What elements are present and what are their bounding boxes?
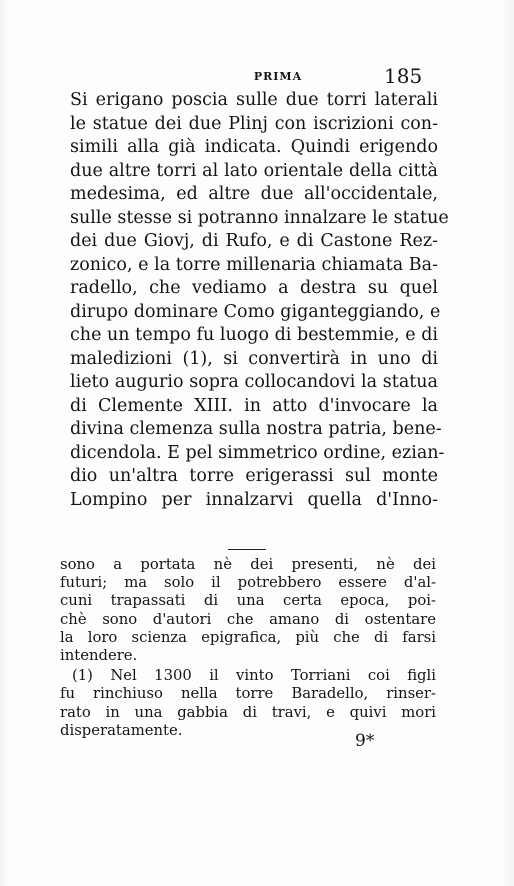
footnote-line: intendere. bbox=[60, 646, 138, 664]
text-line: dirupo dominare Como giganteggiando, e bbox=[70, 301, 441, 322]
footnote-line: cuni trapassati di una certa epoca, poi- bbox=[60, 592, 436, 610]
text-line: che un tempo fu luogo di bestemmie, e di bbox=[70, 325, 438, 345]
running-head: PRIMA bbox=[253, 70, 303, 83]
main-text bbox=[70, 89, 449, 512]
text-line: radello, che vediamo a destra su quel bbox=[70, 278, 438, 298]
text-line: di Clemente XIII. in atto d'invocare la bbox=[70, 395, 438, 416]
footnote-1-line: rato in una gabbia di travi, e quivi mori bbox=[60, 703, 436, 721]
footnote-1-line: (1) Nel 1300 il vinto Torriani coi figli bbox=[72, 667, 436, 685]
footnote-separator bbox=[228, 549, 266, 550]
text-line: Si erigano poscia sulle due torri laterali bbox=[70, 90, 438, 110]
footnote-1-line: disperatamente. bbox=[60, 721, 183, 739]
footnote-line: la loro scienza epigrafica, più che di farsi bbox=[60, 628, 436, 646]
text-line: Lompino per innalzarvi quella d'Inno- bbox=[70, 489, 438, 510]
signature-mark: 9* bbox=[355, 731, 375, 751]
text-line: sulle stesse si potranno innalzare le statue bbox=[70, 207, 449, 228]
footnotes bbox=[60, 556, 436, 740]
text-line: dei due Giovj, di Rufo, e di Castone Rez- bbox=[70, 231, 438, 251]
footnote-line: futuri; ma solo il potrebbero essere d'al- bbox=[60, 574, 436, 592]
text-line: simili alla già indicata. Quindi erigendo bbox=[70, 137, 438, 157]
text-line: maledizioni (1), si convertirà in uno di bbox=[70, 348, 438, 369]
footnote-1-line: fu rinchiuso nella torre Baradello, rinser- bbox=[60, 685, 436, 703]
text-line: le statue dei due Plinj con iscrizioni con- bbox=[70, 113, 438, 134]
page-header bbox=[0, 64, 514, 88]
text-line: medesima, ed altre due all'occidentale, bbox=[70, 184, 438, 204]
text-line: dio un'altra torre erigerassi sul monte bbox=[70, 466, 438, 486]
text-line: zonico, e la torre millenaria chiamata Ba- bbox=[70, 254, 438, 275]
footnote-line: chè sono d'autori che amano di ostentare bbox=[60, 610, 436, 628]
text-line: lieto augurio sopra collocandovi la statua bbox=[70, 372, 438, 392]
footnote-line: sono a portata nè dei presenti, nè dei bbox=[60, 556, 436, 573]
text-line: due altre torri al lato orientale della città bbox=[70, 160, 438, 181]
page-number: 185 bbox=[384, 64, 423, 88]
text-line: divina clemenza sulla nostra patria, bene- bbox=[70, 419, 442, 439]
text-line: dicendola. E pel simmetrico ordine, ezian- bbox=[70, 442, 445, 463]
